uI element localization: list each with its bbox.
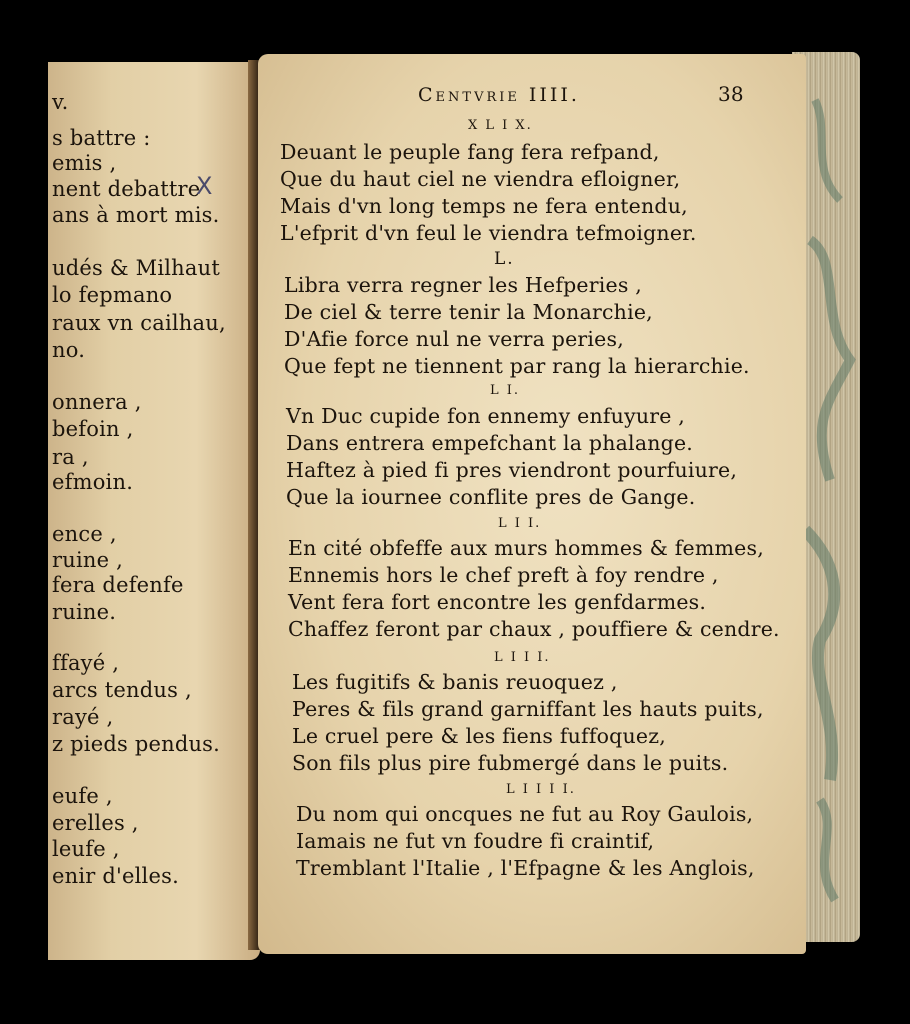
verse-line: En cité obfeffe aux murs hommes & femmes, xyxy=(288,536,764,560)
left-line: emis , xyxy=(52,151,117,175)
verse-line: Son fils plus pire fubmergé dans le puits. xyxy=(292,751,729,775)
left-line: erelles , xyxy=(52,811,139,835)
quatrain-numeral: L I I I I. xyxy=(506,782,576,797)
quatrain-numeral: L I I I. xyxy=(494,650,551,665)
quatrain-numeral: L I. xyxy=(490,383,521,398)
left-line: z pieds pendus. xyxy=(52,732,221,756)
left-line: efmoin. xyxy=(52,470,134,494)
verse-line: Le cruel pere & les fiens fuffoquez, xyxy=(292,724,666,748)
verse-line: Iamais ne fut vn foudre fi craintif, xyxy=(296,829,655,853)
verse-line: Que du haut ciel ne viendra efloigner, xyxy=(280,167,681,191)
running-head: Centvrie IIII. xyxy=(418,84,580,106)
left-line: nent debattre xyxy=(52,177,201,201)
verse-line: Chaffez feront par chaux , pouffiere & cendre. xyxy=(288,617,780,641)
margin-note: X xyxy=(196,172,213,200)
page-number: 38 xyxy=(718,82,744,106)
verse-line: Mais d'vn long temps ne fera entendu, xyxy=(280,194,688,218)
left-line: ence , xyxy=(52,522,117,546)
verse-line: L'efprit d'vn feul le viendra tefmoigner. xyxy=(280,221,697,245)
left-line: ruine , xyxy=(52,548,123,572)
left-line: raux vn cailhau, xyxy=(52,311,226,335)
left-line: arcs tendus , xyxy=(52,678,192,702)
verse-line: D'Afie force nul ne verra peries, xyxy=(284,327,624,351)
verse-line: De ciel & terre tenir la Monarchie, xyxy=(284,300,653,324)
left-line: fera defenfe xyxy=(52,573,184,597)
verse-line: Vent fera fort encontre les genfdarmes. xyxy=(288,590,707,614)
verse-line: Ennemis hors le chef preft à foy rendre , xyxy=(288,563,719,587)
left-line: enir d'elles. xyxy=(52,864,179,888)
quatrain-numeral: L I I. xyxy=(498,516,542,531)
verse-line: Libra verra regner les Hefperies , xyxy=(284,273,643,297)
verse-line: Du nom qui oncques ne fut au Roy Gaulois, xyxy=(296,802,754,826)
verse-line: Dans entrera empefchant la phalange. xyxy=(286,431,694,455)
verse-line: Que fept ne tiennent par rang la hierarchie. xyxy=(284,354,750,378)
left-line: lo fepmano xyxy=(52,283,173,307)
left-line: no. xyxy=(52,338,86,362)
left-line: ruine. xyxy=(52,600,117,624)
quatrain-numeral: X L I X. xyxy=(468,118,533,133)
left-line: ans à mort mis. xyxy=(52,203,220,227)
verse-line: Tremblant l'Italie , l'Efpagne & les Anglois, xyxy=(296,856,755,880)
left-line: udés & Milhaut xyxy=(52,256,220,280)
left-page xyxy=(48,62,260,960)
verse-line: Haftez à pied fi pres viendront pourfuiure, xyxy=(286,458,738,482)
quatrain-numeral: L. xyxy=(494,249,515,269)
verse-line: Deuant le peuple fang fera refpand, xyxy=(280,140,660,164)
left-line: ffayé , xyxy=(52,651,120,675)
verse-line: Les fugitifs & banis reuoquez , xyxy=(292,670,618,694)
right-page xyxy=(258,54,806,954)
left-line: s battre : xyxy=(52,126,151,150)
left-line: rayé , xyxy=(52,705,114,729)
verse-line: Peres & fils grand garniffant les hauts puits, xyxy=(292,697,764,721)
verse-line: Que la iournee conflite pres de Gange. xyxy=(286,485,696,509)
left-line: ra , xyxy=(52,445,89,469)
left-line: eufe , xyxy=(52,784,113,808)
left-line: v. xyxy=(52,90,69,114)
left-line: leufe , xyxy=(52,837,120,861)
marbled-edge xyxy=(800,60,856,930)
left-line: onnera , xyxy=(52,390,142,414)
verse-line: Vn Duc cupide fon ennemy enfuyure , xyxy=(286,404,686,428)
left-line: befoin , xyxy=(52,417,134,441)
